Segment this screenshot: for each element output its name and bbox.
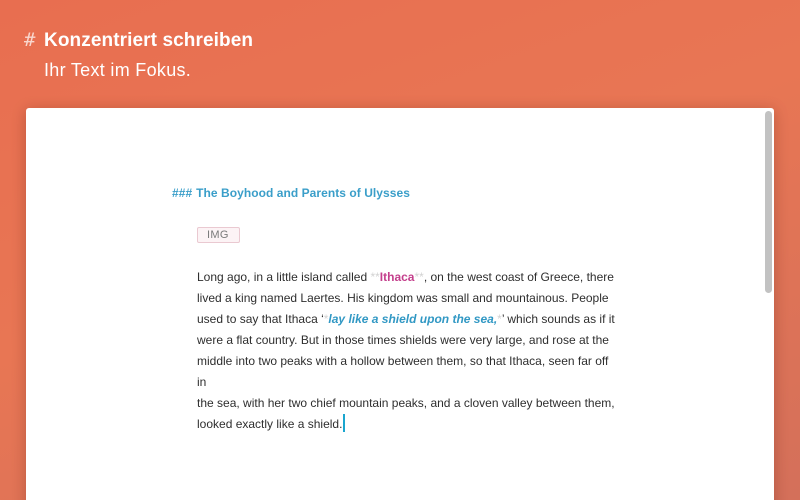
text-run: , on the west coast of Greece, there — [423, 270, 614, 284]
em-close-mark: * — [497, 312, 502, 326]
text-run: ’ which sounds as if it — [501, 312, 615, 326]
promo-header — [24, 29, 253, 81]
paragraph-line: lived a king named Laertes. His kingdom was small and mountainous. People — [197, 291, 609, 305]
editor-window[interactable] — [26, 108, 774, 500]
paragraph-line: the sea, with her two chief mountain peaks, and a cloven valley between them, — [197, 396, 615, 410]
emphasis-text: lay like a shield upon the sea, — [328, 312, 498, 326]
paragraph-line — [197, 267, 617, 288]
text-run: looked exactly like a shield. — [197, 417, 343, 431]
vertical-scrollbar[interactable] — [762, 108, 774, 500]
hash-icon: # — [24, 29, 36, 51]
paragraph-line — [197, 309, 617, 330]
editor-content[interactable] — [172, 186, 615, 435]
scrollbar-thumb[interactable] — [765, 111, 772, 293]
text-cursor — [343, 414, 345, 432]
strong-close-marks: ** — [414, 270, 424, 284]
text-run: Long ago, in a little island called — [197, 270, 371, 284]
paragraph-line: were a flat country. But in those times shields were very large, and rose at the — [197, 333, 609, 347]
text-run: used to say that Ithaca ‘ — [197, 312, 324, 326]
heading-markdown-marks: ### — [172, 186, 193, 200]
image-placeholder[interactable]: IMG — [197, 227, 240, 243]
strong-text: Ithaca — [379, 270, 415, 284]
heading-text: The Boyhood and Parents of Ulysses — [196, 186, 410, 200]
promo-title: Konzentriert schreiben — [44, 30, 254, 51]
paragraph-line: middle into two peaks with a hollow between them, so that Ithaca, seen far off in — [197, 354, 609, 389]
document-heading[interactable] — [172, 186, 612, 200]
document-paragraph[interactable] — [197, 267, 617, 435]
promo-subtitle: Ihr Text im Fokus. — [44, 60, 192, 80]
promo-title-row — [24, 29, 253, 55]
strong-open-marks: ** — [370, 270, 380, 284]
paragraph-line — [197, 414, 617, 435]
em-open-mark: * — [323, 312, 329, 326]
